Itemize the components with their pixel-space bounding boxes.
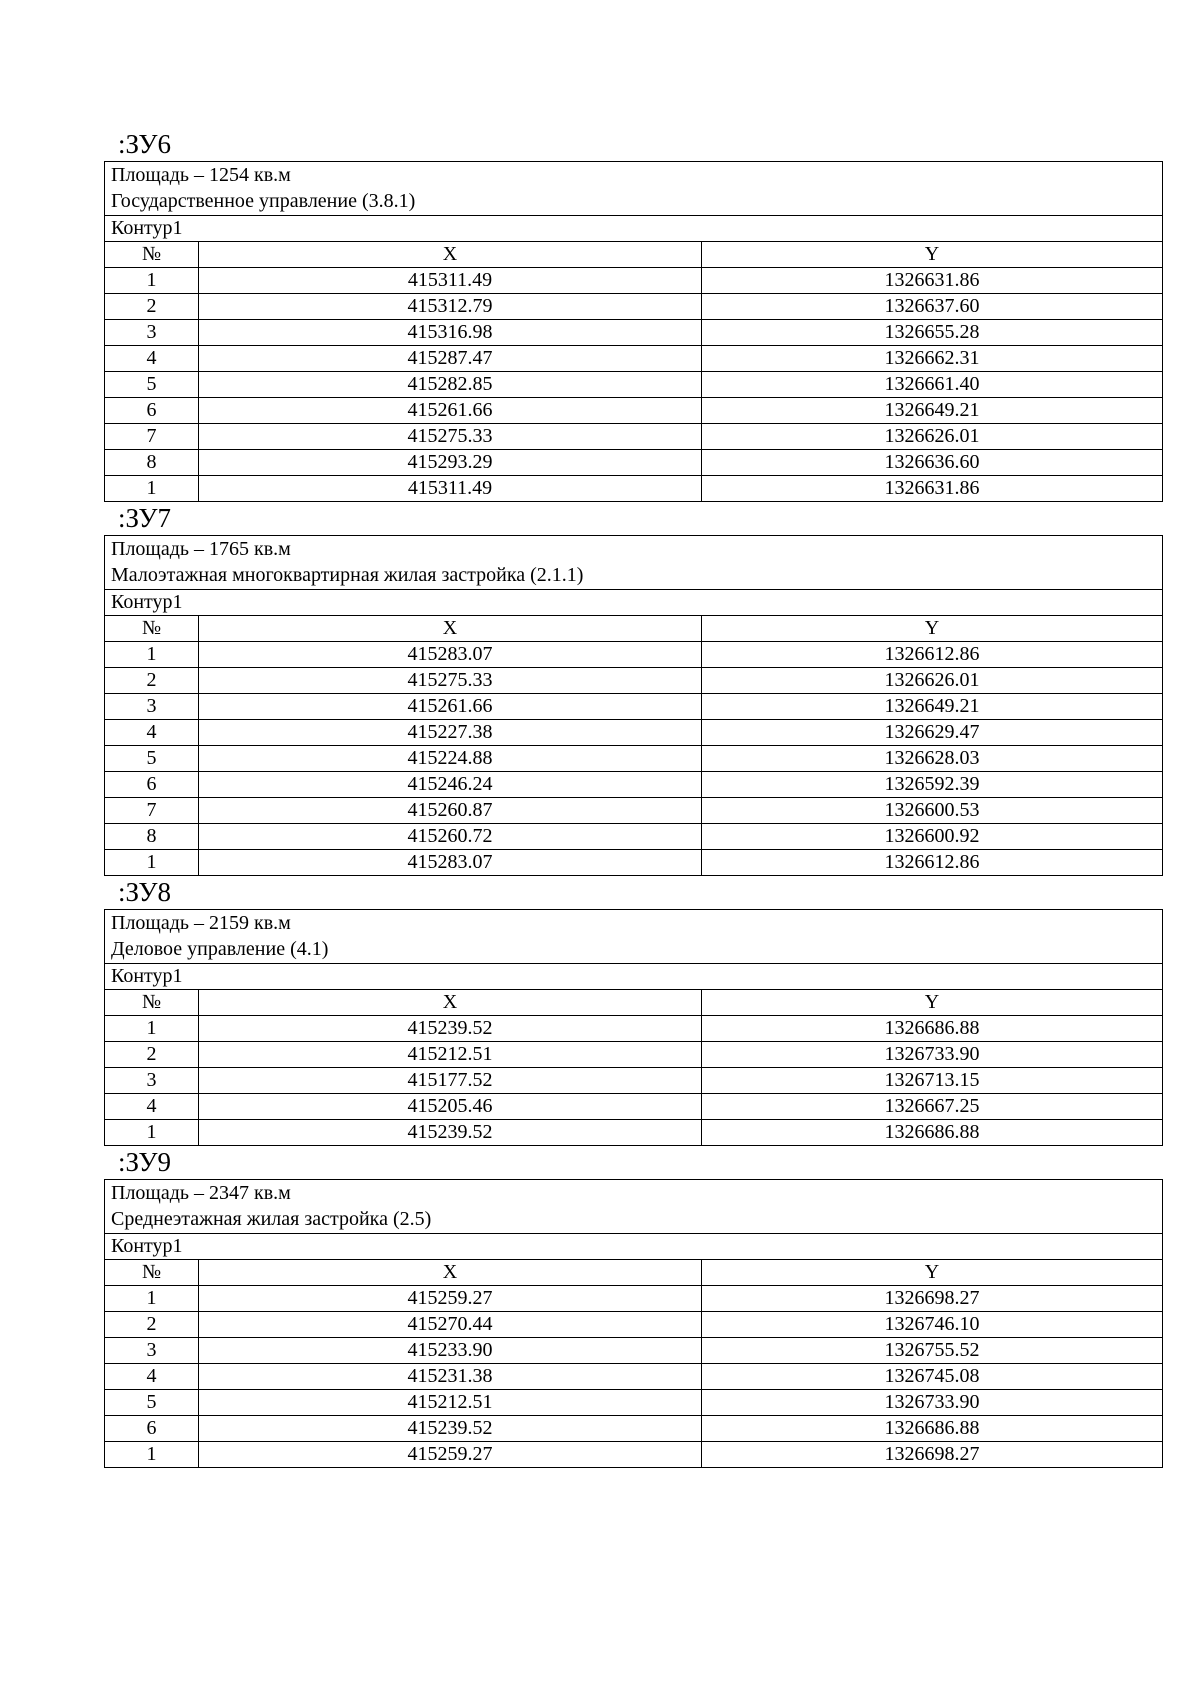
table-row xyxy=(105,346,1163,372)
contour-label: Контур1 xyxy=(105,590,1163,616)
coord-y: 1326626.01 xyxy=(702,424,1163,450)
table-row xyxy=(105,476,1163,502)
table-row xyxy=(105,1042,1163,1068)
parcel-info xyxy=(105,536,1163,590)
table-row xyxy=(105,1120,1163,1146)
parcel-info xyxy=(105,162,1163,216)
point-number: 6 xyxy=(105,398,199,424)
coord-x: 415275.33 xyxy=(199,668,702,694)
coord-y: 1326612.86 xyxy=(702,850,1163,876)
coord-y: 1326667.25 xyxy=(702,1094,1163,1120)
point-number: 1 xyxy=(105,642,199,668)
coord-x: 415246.24 xyxy=(199,772,702,798)
point-number: 1 xyxy=(105,1120,199,1146)
point-number: 3 xyxy=(105,1338,199,1364)
coord-x: 415231.38 xyxy=(199,1364,702,1390)
coord-x: 415224.88 xyxy=(199,746,702,772)
contour-row xyxy=(105,216,1163,242)
table-header-row xyxy=(105,1260,1163,1286)
header-x: X xyxy=(199,242,702,268)
point-number: 7 xyxy=(105,424,199,450)
parcel-area: Площадь – 1254 кв.м xyxy=(111,164,291,186)
point-number: 6 xyxy=(105,772,199,798)
point-number: 6 xyxy=(105,1416,199,1442)
coord-y: 1326600.92 xyxy=(702,824,1163,850)
point-number: 2 xyxy=(105,668,199,694)
table-row xyxy=(105,424,1163,450)
parcel-title: :ЗУ6 xyxy=(118,129,171,159)
coord-x: 415239.52 xyxy=(199,1016,702,1042)
coord-x: 415212.51 xyxy=(199,1390,702,1416)
coord-y: 1326626.01 xyxy=(702,668,1163,694)
table-row xyxy=(105,398,1163,424)
table-row xyxy=(105,824,1163,850)
coord-y: 1326745.08 xyxy=(702,1364,1163,1390)
coord-y: 1326698.27 xyxy=(702,1442,1163,1468)
parcel-use: Среднеэтажная жилая застройка (2.5) xyxy=(111,1208,432,1230)
coord-y: 1326631.86 xyxy=(702,476,1163,502)
table-row xyxy=(105,642,1163,668)
coord-x: 415227.38 xyxy=(199,720,702,746)
coord-x: 415260.72 xyxy=(199,824,702,850)
coord-y: 1326662.31 xyxy=(702,346,1163,372)
coord-x: 415316.98 xyxy=(199,320,702,346)
point-number: 1 xyxy=(105,268,199,294)
parcel-use: Деловое управление (4.1) xyxy=(111,938,329,960)
parcel-area: Площадь – 1765 кв.м xyxy=(111,538,291,560)
header-num: № xyxy=(105,990,199,1016)
point-number: 5 xyxy=(105,1390,199,1416)
coord-x: 415261.66 xyxy=(199,398,702,424)
table-row xyxy=(105,798,1163,824)
coord-y: 1326686.88 xyxy=(702,1416,1163,1442)
header-y: Y xyxy=(702,1260,1163,1286)
coordinates-table xyxy=(104,909,1163,1146)
table-row xyxy=(105,294,1163,320)
coord-x: 415283.07 xyxy=(199,642,702,668)
coord-y: 1326755.52 xyxy=(702,1338,1163,1364)
table-header-row xyxy=(105,990,1163,1016)
header-num: № xyxy=(105,242,199,268)
parcel-section xyxy=(104,128,1162,502)
parcel-area: Площадь – 2159 кв.м xyxy=(111,912,291,934)
coord-y: 1326649.21 xyxy=(702,694,1163,720)
parcel-section xyxy=(104,876,1162,1146)
point-number: 1 xyxy=(105,1286,199,1312)
coord-y: 1326592.39 xyxy=(702,772,1163,798)
coord-y: 1326746.10 xyxy=(702,1312,1163,1338)
table-row xyxy=(105,450,1163,476)
coord-y: 1326649.21 xyxy=(702,398,1163,424)
header-x: X xyxy=(199,616,702,642)
header-y: Y xyxy=(702,616,1163,642)
parcel-info-row xyxy=(105,910,1163,964)
coord-y: 1326636.60 xyxy=(702,450,1163,476)
point-number: 1 xyxy=(105,1442,199,1468)
point-number: 3 xyxy=(105,1068,199,1094)
table-row xyxy=(105,1364,1163,1390)
header-y: Y xyxy=(702,242,1163,268)
parcel-area: Площадь – 2347 кв.м xyxy=(111,1182,291,1204)
point-number: 4 xyxy=(105,1364,199,1390)
coord-y: 1326600.53 xyxy=(702,798,1163,824)
coord-x: 415311.49 xyxy=(199,268,702,294)
point-number: 4 xyxy=(105,720,199,746)
coord-y: 1326628.03 xyxy=(702,746,1163,772)
coord-y: 1326733.90 xyxy=(702,1390,1163,1416)
table-row xyxy=(105,1390,1163,1416)
contour-label: Контур1 xyxy=(105,216,1163,242)
coord-x: 415239.52 xyxy=(199,1120,702,1146)
point-number: 3 xyxy=(105,694,199,720)
coord-x: 415275.33 xyxy=(199,424,702,450)
table-row xyxy=(105,1068,1163,1094)
parcel-title: :ЗУ8 xyxy=(118,877,171,907)
table-row xyxy=(105,1016,1163,1042)
contour-row xyxy=(105,590,1163,616)
point-number: 1 xyxy=(105,850,199,876)
coordinates-table xyxy=(104,161,1163,502)
coord-y: 1326661.40 xyxy=(702,372,1163,398)
coord-y: 1326713.15 xyxy=(702,1068,1163,1094)
point-number: 2 xyxy=(105,294,199,320)
coord-x: 415282.85 xyxy=(199,372,702,398)
point-number: 8 xyxy=(105,824,199,850)
parcel-use: Государственное управление (3.8.1) xyxy=(111,190,416,212)
table-row xyxy=(105,268,1163,294)
contour-label: Контур1 xyxy=(105,964,1163,990)
point-number: 4 xyxy=(105,1094,199,1120)
point-number: 5 xyxy=(105,746,199,772)
coord-x: 415205.46 xyxy=(199,1094,702,1120)
table-row xyxy=(105,320,1163,346)
point-number: 8 xyxy=(105,450,199,476)
contour-row xyxy=(105,964,1163,990)
coord-x: 415259.27 xyxy=(199,1286,702,1312)
table-row xyxy=(105,1338,1163,1364)
coord-y: 1326686.88 xyxy=(702,1120,1163,1146)
point-number: 4 xyxy=(105,346,199,372)
table-row xyxy=(105,1442,1163,1468)
coordinates-table xyxy=(104,535,1163,876)
coord-x: 415283.07 xyxy=(199,850,702,876)
contour-label: Контур1 xyxy=(105,1234,1163,1260)
coord-y: 1326655.28 xyxy=(702,320,1163,346)
point-number: 3 xyxy=(105,320,199,346)
coord-x: 415311.49 xyxy=(199,476,702,502)
parcel-info xyxy=(105,1180,1163,1234)
coord-x: 415177.52 xyxy=(199,1068,702,1094)
point-number: 7 xyxy=(105,798,199,824)
coord-x: 415287.47 xyxy=(199,346,702,372)
point-number: 5 xyxy=(105,372,199,398)
coord-x: 415260.87 xyxy=(199,798,702,824)
parcel-use: Малоэтажная многоквартирная жилая застройка (2.1.1) xyxy=(111,564,584,586)
parcel-info-row xyxy=(105,1180,1163,1234)
coord-x: 415293.29 xyxy=(199,450,702,476)
table-row xyxy=(105,1312,1163,1338)
table-row xyxy=(105,372,1163,398)
coord-x: 415233.90 xyxy=(199,1338,702,1364)
coord-x: 415261.66 xyxy=(199,694,702,720)
header-x: X xyxy=(199,1260,702,1286)
coord-x: 415270.44 xyxy=(199,1312,702,1338)
table-row xyxy=(105,694,1163,720)
table-row xyxy=(105,1416,1163,1442)
coord-y: 1326631.86 xyxy=(702,268,1163,294)
table-row xyxy=(105,1286,1163,1312)
parcel-info-row xyxy=(105,162,1163,216)
header-num: № xyxy=(105,1260,199,1286)
parcel-title: :ЗУ7 xyxy=(118,503,171,533)
parcel-title: :ЗУ9 xyxy=(118,1147,171,1177)
coord-x: 415212.51 xyxy=(199,1042,702,1068)
header-x: X xyxy=(199,990,702,1016)
table-row xyxy=(105,772,1163,798)
contour-row xyxy=(105,1234,1163,1260)
parcel-section xyxy=(104,502,1162,876)
point-number: 2 xyxy=(105,1042,199,1068)
parcel-info xyxy=(105,910,1163,964)
coord-y: 1326733.90 xyxy=(702,1042,1163,1068)
point-number: 1 xyxy=(105,1016,199,1042)
table-row xyxy=(105,746,1163,772)
table-header-row xyxy=(105,616,1163,642)
table-row xyxy=(105,850,1163,876)
coord-x: 415259.27 xyxy=(199,1442,702,1468)
coord-y: 1326612.86 xyxy=(702,642,1163,668)
table-header-row xyxy=(105,242,1163,268)
coordinates-table xyxy=(104,1179,1163,1468)
point-number: 1 xyxy=(105,476,199,502)
table-row xyxy=(105,668,1163,694)
coord-y: 1326637.60 xyxy=(702,294,1163,320)
parcel-info-row xyxy=(105,536,1163,590)
coord-y: 1326698.27 xyxy=(702,1286,1163,1312)
table-row xyxy=(105,720,1163,746)
coord-y: 1326686.88 xyxy=(702,1016,1163,1042)
header-num: № xyxy=(105,616,199,642)
coord-x: 415312.79 xyxy=(199,294,702,320)
parcel-section xyxy=(104,1146,1162,1468)
document-body xyxy=(104,128,1162,1468)
point-number: 2 xyxy=(105,1312,199,1338)
header-y: Y xyxy=(702,990,1163,1016)
coord-y: 1326629.47 xyxy=(702,720,1163,746)
table-row xyxy=(105,1094,1163,1120)
coord-x: 415239.52 xyxy=(199,1416,702,1442)
